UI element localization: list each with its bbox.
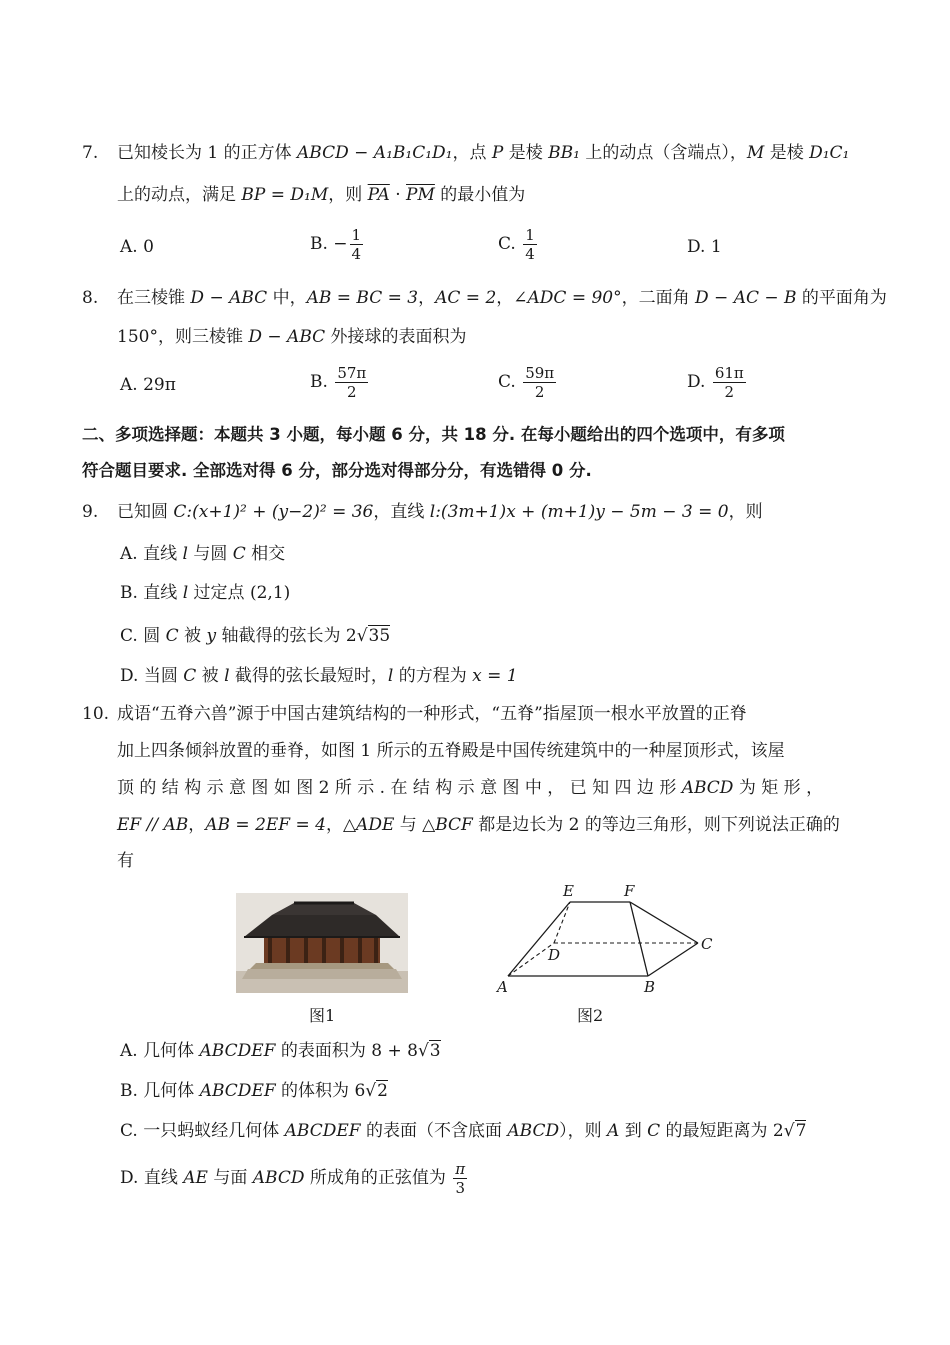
q8-option-c: C. $\frac{59\pi}{2}$ xyxy=(498,364,555,401)
point-d: D xyxy=(548,946,561,964)
pavilion-image xyxy=(236,893,408,993)
q9-option-c: C. 圆 C 被 y 轴截得的弦长为 2√35 xyxy=(120,626,391,646)
q10-option-d: D. 直线 AE 与面 ABCD 所成角的正弦值为 $\frac{\pi}{3}$ xyxy=(120,1160,466,1197)
section2-heading-line2: 符合题目要求. 全部选对得 6 分，部分选对得部分分，有选错得 0 分. xyxy=(82,461,592,480)
q7-stem-line1: 已知棱长为 1 的正方体 ABCD − A₁B₁C₁D₁，点 P 是棱 BB₁ 上的动点（含端点），M 是棱 D₁C₁ xyxy=(117,143,850,163)
q8-stem-line1: 在三棱锥 D − ABC 中，AB = BC = 3，AC = 2，∠ADC = 90°，二面角 D − AC − B 的平面角为 xyxy=(117,288,887,308)
q7-option-a: A. 0 xyxy=(120,237,154,257)
q7-option-c: C. $\frac{1}{4}$ xyxy=(498,226,535,263)
q9-option-a: A. 直线 l 与圆 C 相交 xyxy=(120,544,286,564)
point-f: F xyxy=(624,882,635,900)
q8-option-b: B. $\frac{57\pi}{2}$ xyxy=(310,364,367,401)
edge-bc xyxy=(648,943,698,976)
q9-stem: 已知圆 C:(x+1)² + (y−2)² = 36，直线 l:(3m+1)x + (m+1)y − 5m − 3 = 0，则 xyxy=(117,502,763,522)
figure1-caption: 图1 xyxy=(309,1006,336,1025)
q7-stem-line2: 上的动点，满足 BP = D₁M，则 $\overline{PA} \cdot \overline{PM}$ 的最小值为 xyxy=(117,185,526,205)
q9-option-b: B. 直线 l 过定点 (2,1) xyxy=(120,583,291,603)
q10-stem-line1: 成语“五脊六兽”源于中国古建筑结构的一种形式，“五脊”指屋顶一根水平放置的正脊 xyxy=(117,704,747,724)
q10-stem-line4: EF // AB，AB = 2EF = 4，△ADE 与 △BCF 都是边长为 2 的等边三角形，则下列说法正确的 xyxy=(117,815,840,835)
q10-stem-line5: 有 xyxy=(117,851,134,871)
q8-option-d: D. $\frac{61\pi}{2}$ xyxy=(687,364,744,401)
section2-heading-line1: 二、多项选择题：本题共 3 小题，每小题 6 分，共 18 分. 在每小题给出的四个选项中，有多项 xyxy=(82,425,785,444)
q9-option-d: D. 当圆 C 被 l 截得的弦长最短时，l 的方程为 x = 1 xyxy=(120,666,518,686)
edge-de xyxy=(554,902,570,943)
q10-option-a: A. 几何体 ABCDEF 的表面积为 8 + 8√3 xyxy=(120,1041,441,1061)
q7-option-d: D. 1 xyxy=(687,237,722,257)
point-a: A xyxy=(497,978,508,996)
q10-stem-line2: 加上四条倾斜放置的垂脊，如图 1 所示的五脊殿是中国传统建筑中的一种屋顶形式，该屋 xyxy=(117,741,785,761)
point-e: E xyxy=(563,882,574,900)
point-c: C xyxy=(701,935,713,953)
q10-number: 10. xyxy=(82,704,110,724)
q10-stem-line3: 顶 的 结 构 示 意 图 如 图 2 所 示 . 在 结 构 示 意 图 中 ， 已 知 四 边 形 ABCD 为 矩 形 ， xyxy=(117,778,824,798)
edge-bf xyxy=(630,902,648,976)
q9-number: 9. xyxy=(82,502,99,522)
q10-option-b: B. 几何体 ABCDEF 的体积为 6√2 xyxy=(120,1081,388,1101)
structure-diagram xyxy=(490,878,720,998)
q8-stem-line2: 150°，则三棱锥 D − ABC 外接球的表面积为 xyxy=(117,327,467,347)
edge-cf xyxy=(630,902,698,943)
figure2-caption: 图2 xyxy=(577,1006,604,1025)
q7-option-b: B. − $\frac{1}{4}$ xyxy=(310,226,362,263)
point-b: B xyxy=(644,978,656,996)
q7-number: 7. xyxy=(82,143,99,163)
q8-number: 8. xyxy=(82,288,99,308)
q8-option-a: A. 29π xyxy=(120,375,176,395)
q10-option-c: C. 一只蚂蚁经几何体 ABCDEF 的表面（不含底面 ABCD），则 A 到 C 的最短距离为 2√7 xyxy=(120,1121,807,1141)
edge-ae xyxy=(508,902,570,976)
